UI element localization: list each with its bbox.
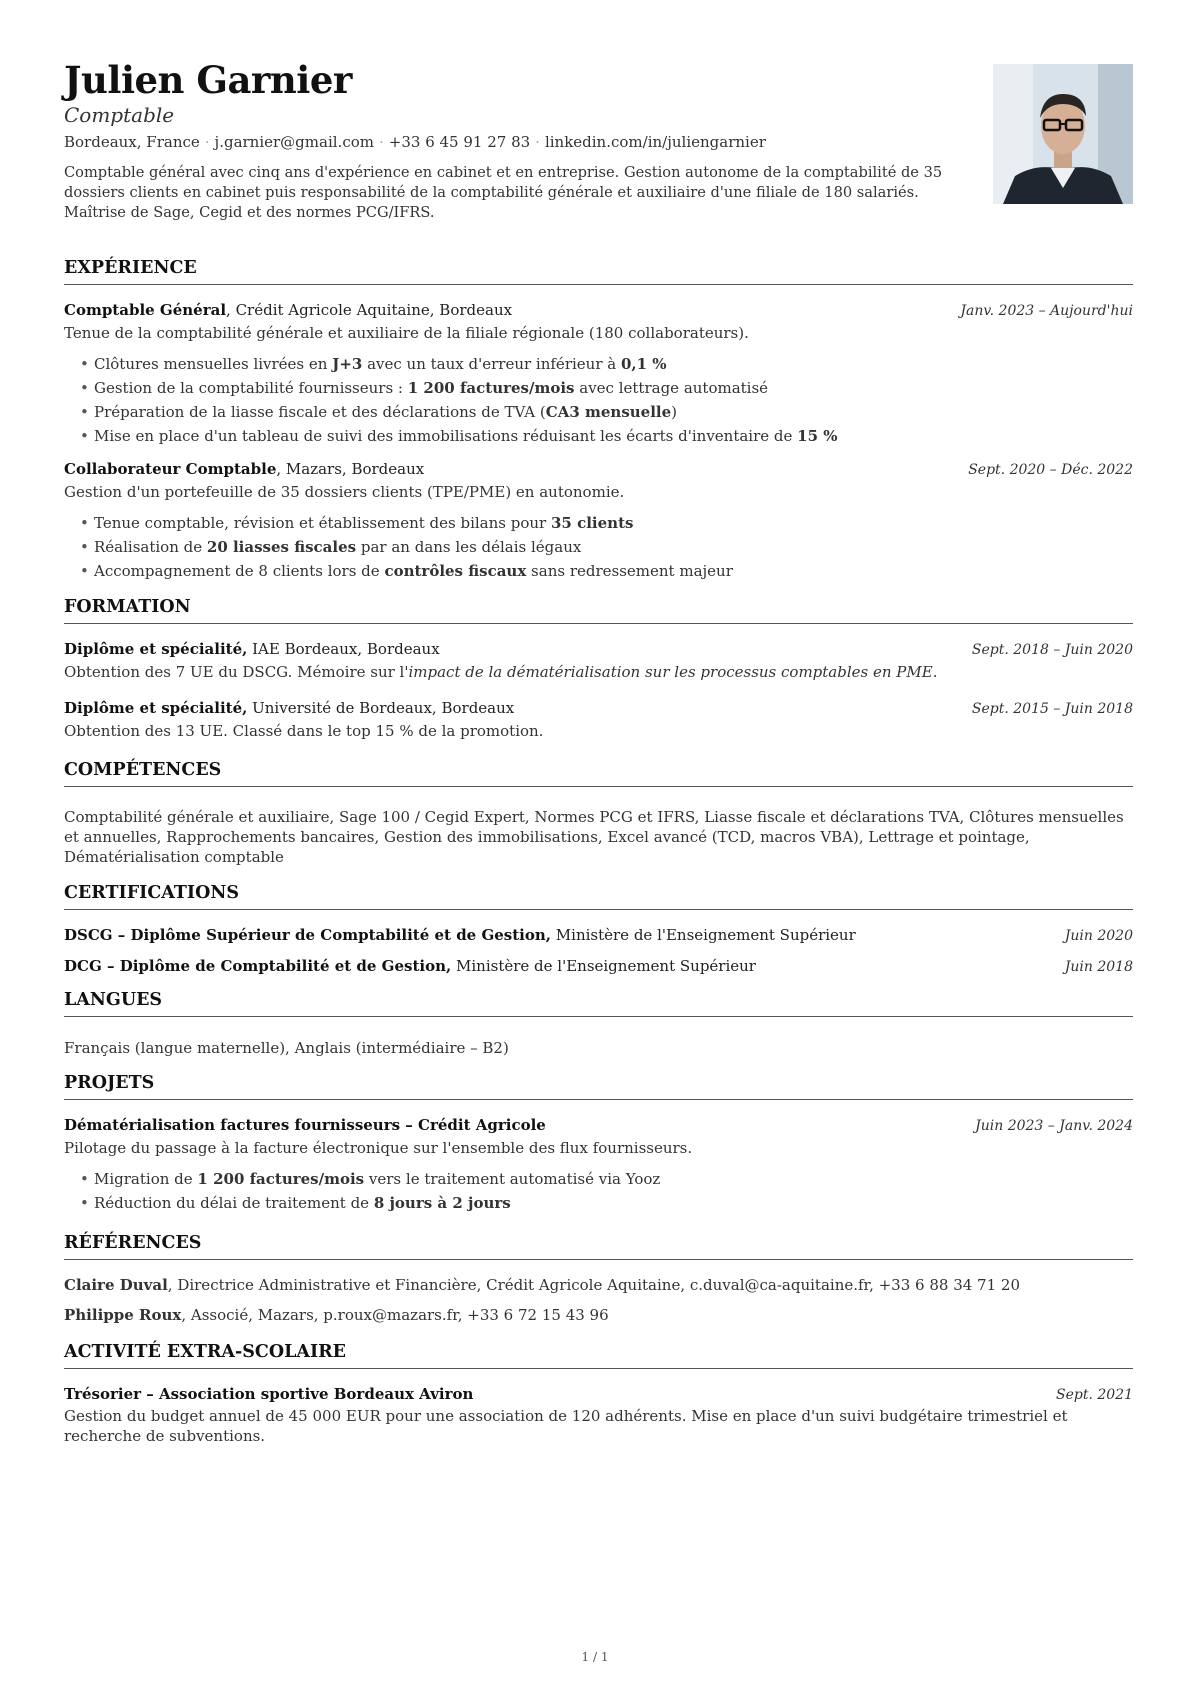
bullet-item: • Clôtures mensuelles livrées en J+3 avec un taux d'erreur inférieur à 0,1 % [94, 352, 1133, 376]
bullet-item: • Gestion de la comptabilité fournisseurs : 1 200 factures/mois avec lettrage automatisé [94, 376, 1133, 400]
extracurricular-section [64, 1340, 1133, 1446]
resume-header [64, 58, 1133, 234]
education-description: Obtention des 7 UE du DSCG. Mémoire sur l'impact de la dématérialisation sur les processus comptables en PME. [64, 663, 938, 681]
entry-date: Sept. 2021 [1056, 1387, 1133, 1403]
entry-date: Sept. 2020 – Déc. 2022 [968, 462, 1133, 478]
email: j.garnier@gmail.com [214, 133, 374, 151]
languages-section [64, 988, 1133, 1059]
experience-entry [64, 458, 1133, 583]
bullet-item: • Réduction du délai de traitement de 8 jours à 2 jours [94, 1191, 1133, 1215]
page-number: 1 / 1 [581, 1650, 609, 1664]
employer: , Crédit Agricole Aquitaine, Bordeaux [226, 301, 513, 319]
certification-item [64, 924, 1133, 947]
candidate-name: Julien Garnier [64, 58, 352, 102]
reference-name: Claire Duval [64, 1276, 168, 1294]
entry-date: Janv. 2023 – Aujourd'hui [960, 303, 1133, 319]
activity-description: Gestion du budget annuel de 45 000 EUR pour une association de 120 adhérents. Mise en place d'un suivi budgétaire trimestriel et recherche de subventions. [64, 1407, 1068, 1445]
certification-issuer: Ministère de l'Enseignement Supérieur [451, 957, 756, 975]
certification-date: Juin 2018 [1064, 959, 1133, 975]
entry-header [64, 1383, 1133, 1406]
activity-role: Trésorier – Association sportive Bordeaux Aviron [64, 1385, 474, 1403]
reference-item [64, 1274, 1133, 1296]
degree: Diplôme et spécialité, [64, 699, 248, 717]
school: Université de Bordeaux, Bordeaux [247, 699, 515, 717]
project-name: Dématérialisation factures fournisseurs – Crédit Agricole [64, 1116, 546, 1134]
skills-list: Comptabilité générale et auxiliaire, Sage 100 / Cegid Expert, Normes PCG et IFRS, Liasse fiscale et déclarations TVA, Clôtures mensuelles et annuelles, Rapprochements bancaires, Gestion des immobilisations, Excel avancé (TCD, macros VBA), Lettrage et pointage, Dématérialisation comptable [64, 808, 1124, 866]
education-entry [64, 638, 1133, 683]
job-role: Collaborateur Comptable [64, 460, 277, 478]
entry-header [64, 638, 1133, 661]
certifications-section [64, 881, 1133, 978]
portrait-image [993, 64, 1133, 204]
degree: Diplôme et spécialité, [64, 640, 248, 658]
section-title-skills: COMPÉTENCES [64, 758, 1133, 787]
entry-date: Sept. 2015 – Juin 2018 [971, 701, 1133, 717]
projects-section [64, 1071, 1133, 1215]
entry-date: Juin 2023 – Janv. 2024 [975, 1118, 1133, 1134]
location: Bordeaux, France [64, 133, 200, 151]
certification-name: DSCG – Diplôme Supérieur de Comptabilité et de Gestion, [64, 926, 552, 944]
certification-item [64, 955, 1133, 978]
reference-item [64, 1304, 1133, 1326]
separator: · [204, 133, 210, 151]
profile-photo [993, 64, 1133, 204]
certification-date: Juin 2020 [1064, 928, 1133, 944]
section-title-education: FORMATION [64, 595, 1133, 624]
references-section [64, 1231, 1133, 1326]
bullet-item: • Tenue comptable, révision et établissement des bilans pour 35 clients [94, 511, 1133, 535]
certification-issuer: Ministère de l'Enseignement Supérieur [551, 926, 856, 944]
bullet-item: • Réalisation de 20 liasses fiscales par an dans les délais légaux [94, 535, 1133, 559]
section-title-references: RÉFÉRENCES [64, 1231, 1133, 1260]
contact-line [64, 131, 1133, 153]
phone: +33 6 45 91 27 83 [388, 133, 531, 151]
bullet-item: • Mise en place d'un tableau de suivi des immobilisations réduisant les écarts d'inventaire de 15 % [94, 424, 1133, 448]
section-title-certifications: CERTIFICATIONS [64, 881, 1133, 910]
section-title-projects: PROJETS [64, 1071, 1133, 1100]
job-description: Gestion d'un portefeuille de 35 dossiers clients (TPE/PME) en autonomie. [64, 483, 625, 501]
bullet-item: • Préparation de la liasse fiscale et des déclarations de TVA (CA3 mensuelle) [94, 400, 1133, 424]
job-role: Comptable Général [64, 301, 227, 319]
project-description: Pilotage du passage à la facture électronique sur l'ensemble des flux fournisseurs. [64, 1139, 693, 1157]
project-achievements [64, 1167, 1133, 1215]
section-title-experience: EXPÉRIENCE [64, 256, 1133, 285]
separator: · [378, 133, 384, 151]
section-title-extracurricular: ACTIVITÉ EXTRA-SCOLAIRE [64, 1340, 1133, 1369]
entry-date: Sept. 2018 – Juin 2020 [971, 642, 1133, 658]
education-section [64, 595, 1133, 742]
job-description: Tenue de la comptabilité générale et auxiliaire de la filiale régionale (180 collaborateurs). [64, 324, 749, 342]
resume-page [64, 58, 1133, 1446]
section-title-languages: LANGUES [64, 988, 1133, 1017]
experience-entry [64, 299, 1133, 448]
achievement-list [64, 511, 1133, 583]
experience-section [64, 256, 1133, 583]
reference-details: , Directrice Administrative et Financière, Crédit Agricole Aquitaine, c.duval@ca-aquitaine.fr, +33 6 88 34 71 20 [167, 1276, 1020, 1294]
entry-header [64, 697, 1133, 720]
entry-header [64, 299, 1133, 322]
separator: · [535, 133, 540, 151]
school: IAE Bordeaux, Bordeaux [247, 640, 440, 658]
achievement-list [64, 352, 1133, 448]
certification-name: DCG – Diplôme de Comptabilité et de Gestion, [64, 957, 452, 975]
bullet-item: • Migration de 1 200 factures/mois vers le traitement automatisé via Yooz [94, 1167, 1133, 1191]
education-entry [64, 697, 1133, 742]
reference-name: Philippe Roux [64, 1306, 182, 1324]
education-description: Obtention des 13 UE. Classé dans le top 15 % de la promotion. [64, 722, 544, 740]
linkedin: linkedin.com/in/juliengarnier [544, 133, 766, 151]
reference-details: , Associé, Mazars, p.roux@mazars.fr, +33 6 72 15 43 96 [181, 1306, 609, 1324]
job-title: Comptable [64, 103, 175, 127]
skills-section [64, 758, 1133, 867]
employer: , Mazars, Bordeaux [276, 460, 425, 478]
entry-header [64, 1114, 1133, 1137]
entry-header [64, 458, 1133, 481]
bullet-item: • Accompagnement de 8 clients lors de contrôles fiscaux sans redressement majeur [94, 559, 1133, 583]
languages-list: Français (langue maternelle), Anglais (intermédiaire – B2) [64, 1039, 509, 1057]
profile-summary: Comptable général avec cinq ans d'expérience en cabinet et en entreprise. Gestion autonome de la comptabilité de 35 dossiers clients en cabinet puis responsabilité de la comptabilité générale et auxiliaire d'une filiale de 180 salariés. Maîtrise de Sage, Cegid et des normes PCG/IFRS. [64, 164, 943, 221]
